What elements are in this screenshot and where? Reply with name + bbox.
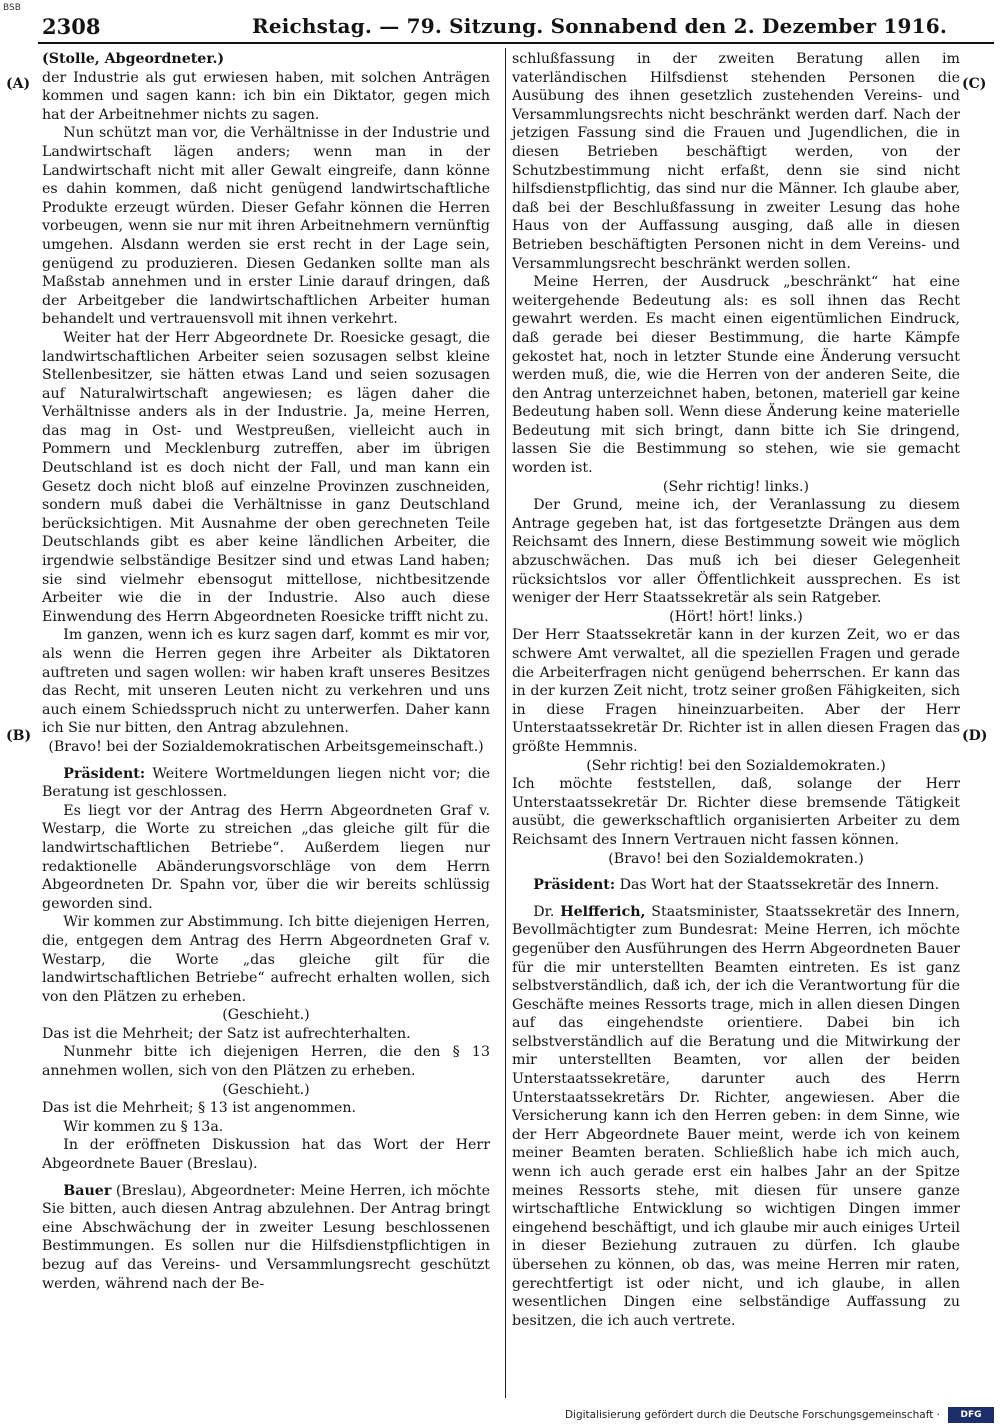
footer-credit: Digitalisierung gefördert durch die Deutsche Forschungsgemeinschaft · (564, 1409, 940, 1421)
speaker-continuation (42, 50, 490, 69)
margin-mark-a: (A) (6, 76, 31, 92)
paragraph: Der Grund, meine ich, der Veranlassung zu diesem Antrage gegeben hat, ist das fortgesetzte Drängen aus dem Reichsamt des Innern, diese Bestimmung soweit wie möglich abzuschwächen. Das muß ich bei dieser Gelegenheit rücksichtslos vor aller Öffentlichkeit aussprechen. Es ist weniger der Herr Staatssekretär als sein Ratgeber. (512, 497, 960, 607)
margin-mark-c: (C) (962, 76, 987, 92)
paragraph: Wir kommen zur Abstimmung. Ich bitte diejenigen Herren, die, entgegen dem Antrag des Herrn Abgeordneten Graf v. Westarp, die Worte „das gleiche gilt für die landwirtschaftlichen Betriebe“ aufrecht erhalten wollen, sich von den Plätzen zu erheben. (42, 914, 490, 1005)
speech-president (42, 765, 490, 802)
speech-president (512, 876, 960, 895)
paragraph: Das ist die Mehrheit; der Satz ist aufrechterhalten. (42, 1025, 411, 1042)
paragraph: Ich möchte feststellen, daß, solange der Herr Unterstaatssekretär Dr. Richter diese bremsende Tätigkeit ausübt, die gewerkschaftlich organisierten Arbeiter zu dem Reichsamt des Innern Vertrauen nicht fassen können. (512, 776, 960, 848)
interjection: (Bravo! bei den Sozialdemokraten.) (608, 850, 864, 867)
interjection: (Bravo! bei der Sozialdemokratischen Arbeitsgemeinschaft.) (48, 738, 484, 755)
page-number: 2308 (42, 14, 101, 39)
paragraph: Das ist die Mehrheit; § 13 ist angenommen. (42, 1100, 356, 1117)
header-rule (38, 42, 994, 44)
interjection: (Sehr richtig! bei den Sozialdemokraten.) (586, 757, 886, 774)
paragraph: der Industrie als gut erwiesen haben, mit solchen Anträgen kommen und sagen kann: ich bin ein Diktator, gegen mich hat der Arbeitnehmer nichts zu sagen. (42, 69, 490, 123)
speech-text: Das Wort hat der Staatssekretär des Innern. (615, 877, 940, 894)
interjection: (Hört! hört! links.) (669, 608, 803, 625)
speech-bauer (42, 1182, 490, 1294)
paragraph: schlußfassung in der zweiten Beratung allen im vaterländischen Hilfsdienst stehenden Personen die Ausübung des ihnen gesetzlich zustehenden Vereins- und Versammlungsrechts nicht beschränkt werden darf. Nach der jetzigen Fassung sind die Frauen und Jugendlichen, die in diesen Betrieben beschäftigt werden, von der Schutzbestimmung nicht erfaßt, denn sie sind nicht hilfsdienstpflichtig, das sind nur die Männer. Ich glaube aber, daß bei der Beschlußfassung in zweiter Lesung das hohe Haus von der Auffassung ausging, daß alle in diesen Betrieben beschäftigten Personen nicht in dem Vereins- und Versammlungsrecht beschränkt werden sollen. (512, 51, 960, 272)
paragraph: Nun schützt man vor, die Verhältnisse in der Industrie und Landwirtschaft lägen anders; wenn man in der Landwirtschaft nicht mit aller Gewalt eingreife, dann könne es dahin kommen, daß nicht genügend landwirtschaftliche Produkte erzeugt würden. Dieser Gefahr können die Herren vorbeugen, wenn sie nur mit ihren Arbeitnehmern vernünftig umgehen. Alsdann werden sie erst recht in der Lage sein, genügend zu produzieren. Diesen Gedanken sollte man als Maßstab annehmen und in erster Linie darauf dringen, daß der Arbeitgeber die landwirtschaftlichen Arbeiter human behandelt und vertrauensvoll mit ihnen verkehrt. (42, 125, 490, 328)
paragraph: Weiter hat der Herr Abgeordnete Dr. Roesicke gesagt, die landwirtschaftlichen Arbeiter seien sozusagen selbst kleine Stellenbesitzer, sie hätten etwas Land und seien sozusagen auf Naturalwirtschaft angewiesen; es lägen daher die Verhältnisse anders als in der Industrie. Ja, meine Herren, das mag in Ost- und Westpreußen, vielleicht auch in Pommern und Mecklenburg zutreffen, aber im übrigen Deutschland ist es doch nicht der Fall, und man kann ein Gesetz doch nicht bloß auf einzelne Provinzen zuschneiden, sondern muß dabei die Verhältnisse in ganz Deutschland berücksichtigen. Mit Ausnahme der oben gerechneten Teile Deutschlands gibt es aber keine ländlichen Arbeiter, die irgendwie selbständige Besitzer sind und etwas Land haben; sie sind vielmehr ebensogut mittellose, nichtbesitzende Arbeiter wie die in der Industrie. Also auch diese Einwendung des Herrn Abgeordneten Roesicke trifft nicht zu. (42, 329, 490, 625)
column-divider (505, 48, 506, 1398)
margin-mark-b: (B) (6, 728, 32, 744)
margin-mark-d: (D) (962, 728, 988, 744)
dfg-logo: DFG (948, 1407, 994, 1423)
speaker-name: Helfferich, (560, 903, 646, 920)
interjection: (Sehr richtig! links.) (662, 478, 810, 495)
paragraph: In der eröffneten Diskussion hat das Wort der Herr Abgeordnete Bauer (Breslau). (42, 1137, 490, 1173)
speaker-note: (Stolle, Abgeordneter.) (42, 51, 225, 67)
interjection: (Geschieht.) (222, 1081, 310, 1098)
right-column (512, 50, 960, 1330)
paragraph: Es liegt vor der Antrag des Herrn Abgeordneten Graf v. Westarp, die Worte zu streichen „das gleiche gilt für die landwirtschaftlichen Betriebe“. Außerdem liegen nur redaktionelle Abänderungsvorschläge von dem Herrn Abgeordneten Dr. Spahn vor, über die wir bereits schlüssig geworden sind. (42, 802, 490, 912)
paragraph: Meine Herren, der Ausdruck „beschränkt“ hat eine weitergehende Bedeutung als: es soll ihnen das Recht gewahrt werden. Es macht einen eigentümlichen Eindruck, daß gerade bei dieser Bestimmung, die harte Kämpfe gekostet hat, noch in letzter Stunde eine Änderung versucht werden muß, die, wie die Herren von der anderen Seite, die den Antrag unterzeichnet haben, betonen, materiell gar keine Bedeutung haben soll. Wenn diese Änderung keine materielle Bedeutung mit sich bringt, dann bitte ich Sie dringend, lassen Sie die Bestimmung so stehen, wie sie gemacht worden ist. (512, 274, 960, 477)
speaker-name: Präsident: (63, 765, 146, 782)
speaker-name: Präsident: (533, 877, 616, 894)
speaker-name: Bauer (63, 1182, 112, 1199)
speech-helfferich (512, 903, 960, 1331)
page-header: Reichstag. — 79. Sitzung. Sonnabend den 2. Dezember 1916. (252, 14, 948, 38)
paragraph: Wir kommen zu § 13a. (63, 1118, 224, 1135)
speech-text: (Breslau), Abgeordneter: Meine Herren, ich möchte Sie bitten, auch diesen Antrag abzulehnen. Der Antrag bringt eine Abschwächung der in zweiter Lesung beschlossenen Bestimmungen. Es sollen nur die Hilfsdienstpflichtigen in bezug auf das Vereins- und Versammlungsrecht geschützt werden, während nach der Be- (42, 1182, 490, 1292)
library-mark: BSB (3, 3, 21, 13)
left-column (42, 50, 490, 1293)
speaker-title: Dr. (533, 903, 561, 920)
paragraph: Im ganzen, wenn ich es kurz sagen darf, kommt es mir vor, als wenn die Herren gegen ihre Arbeiter als Diktatoren auftreten und sagen wollen: wir haben kraft unseres Besitzes das Recht, mit unseren Leuten nicht zu verkehren und uns auch einem Schiedsspruch nicht zu unterwerfen. Daher kann ich Sie nur bitten, den Antrag abzulehnen. (42, 627, 490, 737)
paragraph: Der Herr Staatssekretär kann in der kurzen Zeit, wo er das schwere Amt verwaltet, all die speziellen Fragen und gerade die Arbeiterfragen nicht genügend beherrschen. Er kann das in der kurzen Zeit nicht, trotz seiner großen Fähigkeiten, sich in diese Fragen hineinzuarbeiten. Aber der Herr Unterstaatssekretär Dr. Richter ist in allen diesen Fragen das größte Hemmnis. (512, 627, 960, 755)
paragraph: Nunmehr bitte ich diejenigen Herren, die den § 13 annehmen wollen, sich von den Plätzen zu erheben. (42, 1044, 490, 1080)
speech-text: Staatsminister, Staatssekretär des Innern, Bevollmächtigter zum Bundesrat: Meine Herren, ich möchte gegenüber den Ausführungen des Herrn Abgeordneten Bauer für die mir unterstellten Beamten eintreten. Es ist ganz selbstverständlich, daß ich, der ich die Verantwortung für die Geschäfte meines Ressorts trage, mich in allen diesen Dingen auf das eingehendste orientiere. Dabei bin ich selbstverständlich auf die Beratung und die Mitwirkung der mir unterstellten Beamten, vor allen der beiden Unterstaatssekretäre, darunter auch des Herrn Unterstaatssekretärs Dr. Richter, angewiesen. Aber die Versicherung kann ich den Herren geben: in dem Sinne, wie der Herr Abgeordnete Bauer meint, werde ich von keinem meiner Beamten beraten. Schließlich habe ich mich auch, wenn ich auch gerade erst ein halbes Jahr an der Spitze meines Ressorts stehe, mit diesen für unsere ganze wirtschaftliche Entwicklung so wichtigen Dingen immer eingehend beschäftigt, und ich glaube mir auch einiges Urteil in dieser Beziehung zutrauen zu dürfen. Ich glaube übersehen zu können, ob das, was meine Herren mir raten, gerechtfertigt ist oder nicht, und ich glaube, in allen wesentlichen Dingen eine selbständige Auffassung zu besitzen, die ich auch vertrete. (512, 903, 960, 1329)
interjection: (Geschieht.) (222, 1007, 310, 1024)
speech-text: Weitere Wortmeldungen liegen nicht vor; die Beratung ist geschlossen. (42, 765, 490, 801)
